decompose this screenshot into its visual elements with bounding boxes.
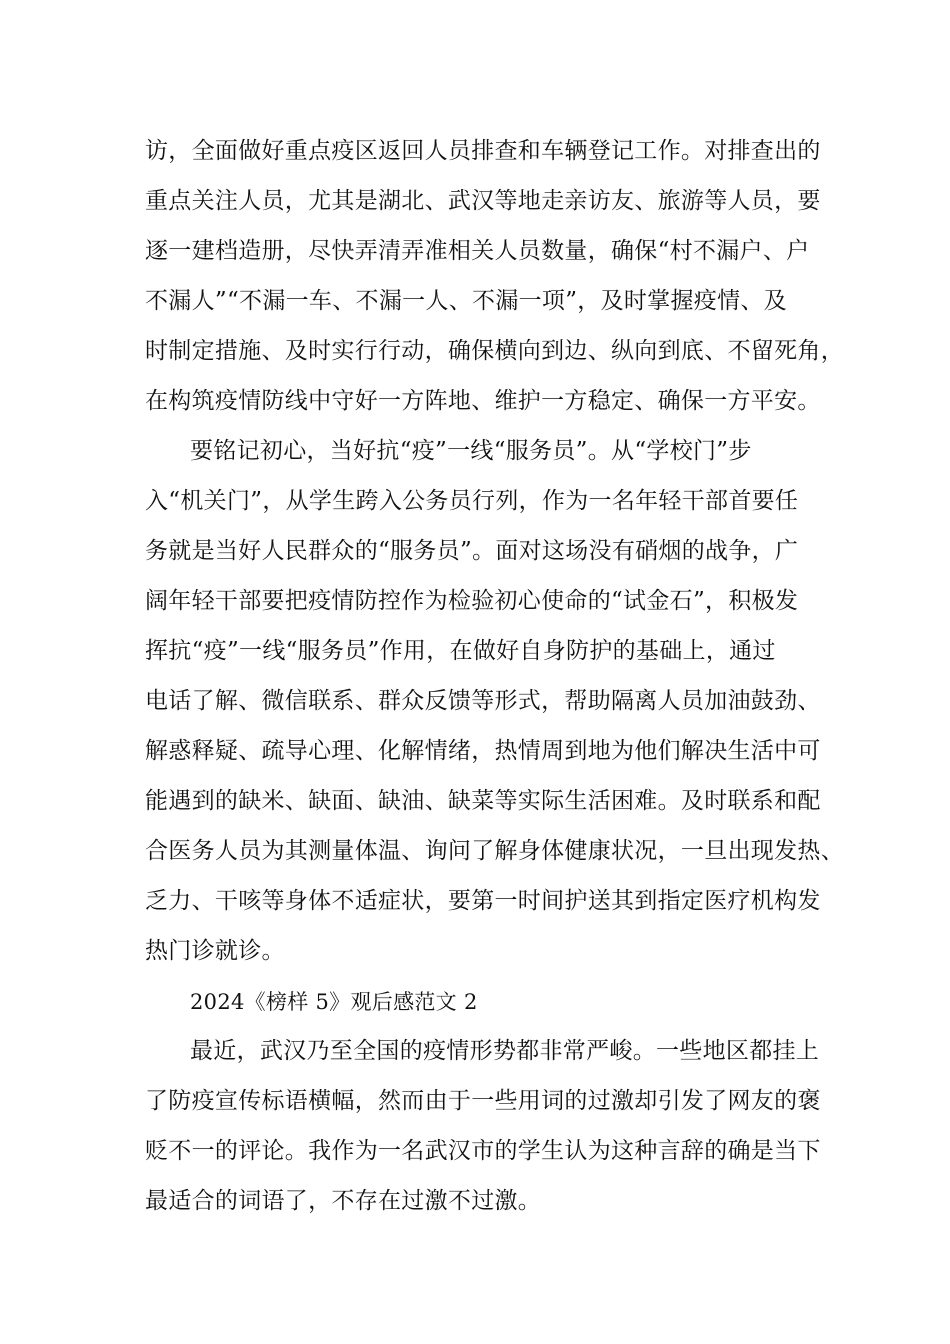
text-line: 在构筑疫情防线中守好一方阵地、维护一方稳定、确保一方平安。 xyxy=(145,388,821,414)
text-line: 乏力、干咳等身体不适症状，要第一时间护送其到指定医疗机构发 xyxy=(145,888,821,914)
text-line: 最适合的词语了，不存在过激不过激。 xyxy=(145,1188,542,1214)
section-heading: 2024《榜样 5》观后感范文 2 xyxy=(190,990,478,1014)
text-line: 访，全面做好重点疫区返回人员排查和车辆登记工作。对排查出的 xyxy=(145,138,821,164)
text-line: 了防疫宣传标语横幅，然而由于一些用词的过激却引发了网友的褒 xyxy=(145,1088,821,1114)
text-line: 解惑释疑、疏导心理、化解情绪，热情周到地为他们解决生活中可 xyxy=(145,738,821,764)
text-line: 务就是当好人民群众的“服务员”。面对这场没有硝烟的战争，广 xyxy=(145,538,799,564)
text-line: 要铭记初心，当好抗“疫”一线“服务员”。从“学校门”步 xyxy=(190,438,752,464)
text-line: 阔年轻干部要把疫情防控作为检验初心使命的“试金石”，积极发 xyxy=(145,588,799,614)
text-line: 重点关注人员，尤其是湖北、武汉等地走亲访友、旅游等人员，要 xyxy=(145,188,821,214)
text-line: 挥抗“疫”一线“服务员”作用，在做好自身防护的基础上，通过 xyxy=(145,638,776,664)
text-line: 入“机关门”，从学生跨入公务员行列，作为一名年轻干部首要任 xyxy=(145,488,799,514)
text-line: 最近，武汉乃至全国的疫情形势都非常严峻。一些地区都挂上 xyxy=(190,1038,820,1064)
text-line: 合医务人员为其测量体温、询问了解身体健康状况，一旦出现发热、 xyxy=(145,838,844,864)
text-line: 时制定措施、及时实行行动，确保横向到边、纵向到底、不留死角， xyxy=(145,338,844,364)
text-line: 热门诊就诊。 xyxy=(145,938,285,964)
text-line: 不漏人”“不漏一车、不漏一人、不漏一项”，及时掌握疫情、及 xyxy=(145,288,787,314)
text-line: 电话了解、微信联系、群众反馈等形式，帮助隔离人员加油鼓劲、 xyxy=(145,688,821,714)
text-line: 逐一建档造册，尽快弄清弄准相关人员数量，确保“村不漏户、户 xyxy=(145,238,810,264)
text-line: 能遇到的缺米、缺面、缺油、缺菜等实际生活困难。及时联系和配 xyxy=(145,788,821,814)
text-line: 贬不一的评论。我作为一名武汉市的学生认为这种言辞的确是当下 xyxy=(145,1138,821,1164)
